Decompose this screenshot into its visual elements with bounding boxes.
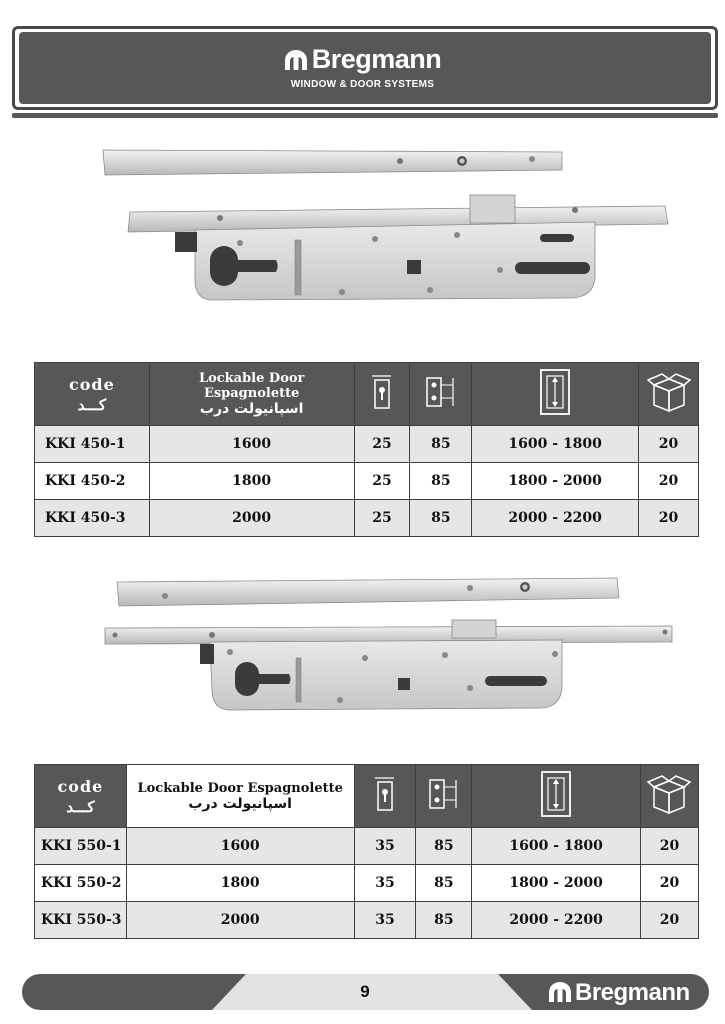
code-cell: KKI 550-1 xyxy=(35,828,127,865)
spec-table-1 xyxy=(34,362,699,537)
table-row xyxy=(35,500,699,537)
door-height-icon xyxy=(539,769,573,819)
length-cell: 2000 xyxy=(149,500,354,537)
length-cell: 1600 xyxy=(149,426,354,463)
length-cell: 1800 xyxy=(149,463,354,500)
description-header: Lockable Door Espagnolette اسپانیولت درب xyxy=(149,363,354,426)
height-range-cell: 2000 - 2200 xyxy=(472,902,641,939)
backset-icon xyxy=(369,372,395,412)
table-row xyxy=(35,865,699,902)
footer-brand-name: Bregmann xyxy=(575,979,690,1006)
backset-cell: 25 xyxy=(354,500,410,537)
height-range-cell: 1800 - 2000 xyxy=(472,463,639,500)
code-cell: KKI 550-3 xyxy=(35,902,127,939)
box-quantity-icon-header xyxy=(639,363,699,426)
backset-cell: 35 xyxy=(354,902,416,939)
brand-mark-icon xyxy=(548,982,572,1002)
pitch-cell: 85 xyxy=(410,463,472,500)
quantity-cell: 20 xyxy=(639,426,699,463)
height-range-cell: 1600 - 1800 xyxy=(472,828,641,865)
pitch-cell: 85 xyxy=(416,865,472,902)
door-height-icon-header xyxy=(472,765,641,828)
table-row xyxy=(35,828,699,865)
box-icon xyxy=(646,773,692,815)
quantity-cell: 20 xyxy=(640,865,698,902)
pitch-cell: 85 xyxy=(416,828,472,865)
backset-cell: 25 xyxy=(354,463,410,500)
quantity-cell: 20 xyxy=(640,828,698,865)
height-range-cell: 1800 - 2000 xyxy=(472,865,641,902)
length-cell: 1800 xyxy=(126,865,354,902)
pitch-icon-header xyxy=(410,363,472,426)
espagnolette-lock-image-2 xyxy=(100,570,680,715)
code-cell: KKI 550-2 xyxy=(35,865,127,902)
backset-icon xyxy=(372,774,398,814)
footer-brand-logo xyxy=(548,979,690,1007)
length-cell: 2000 xyxy=(126,902,354,939)
box-icon xyxy=(646,371,692,413)
quantity-cell: 20 xyxy=(640,902,698,939)
code-header: code کـــد xyxy=(35,363,150,426)
code-cell: KKI 450-1 xyxy=(35,426,150,463)
pitch-cell: 85 xyxy=(416,902,472,939)
table-row xyxy=(35,463,699,500)
door-height-icon xyxy=(538,367,572,417)
quantity-cell: 20 xyxy=(639,463,699,500)
backset-icon-header xyxy=(354,363,410,426)
code-header: code کـــد xyxy=(35,765,127,828)
spec-table-2 xyxy=(34,764,699,939)
header-divider xyxy=(12,113,718,118)
description-header: Lockable Door Espagnolette اسپانیولت درب xyxy=(126,765,354,828)
height-range-cell: 2000 - 2200 xyxy=(472,500,639,537)
pitch-icon xyxy=(423,372,459,412)
backset-cell: 35 xyxy=(354,865,416,902)
code-cell: KKI 450-3 xyxy=(35,500,150,537)
pitch-cell: 85 xyxy=(410,500,472,537)
quantity-cell: 20 xyxy=(639,500,699,537)
pitch-cell: 85 xyxy=(410,426,472,463)
height-range-cell: 1600 - 1800 xyxy=(472,426,639,463)
table-row xyxy=(35,902,699,939)
pitch-icon xyxy=(426,774,462,814)
brand-mark-icon xyxy=(284,50,308,70)
backset-cell: 35 xyxy=(354,828,416,865)
length-cell: 1600 xyxy=(126,828,354,865)
backset-cell: 25 xyxy=(354,426,410,463)
brand-tagline: WINDOW & DOOR SYSTEMS xyxy=(290,79,435,90)
pitch-icon-header xyxy=(416,765,472,828)
backset-icon-header xyxy=(354,765,416,828)
code-cell: KKI 450-2 xyxy=(35,463,150,500)
espagnolette-lock-image-1 xyxy=(100,140,680,310)
brand-name: Bregmann xyxy=(311,44,442,74)
brand-logo xyxy=(0,44,725,75)
page-number: 9 xyxy=(360,982,370,1001)
door-height-icon-header xyxy=(472,363,639,426)
table-row xyxy=(35,426,699,463)
box-quantity-icon-header xyxy=(640,765,698,828)
